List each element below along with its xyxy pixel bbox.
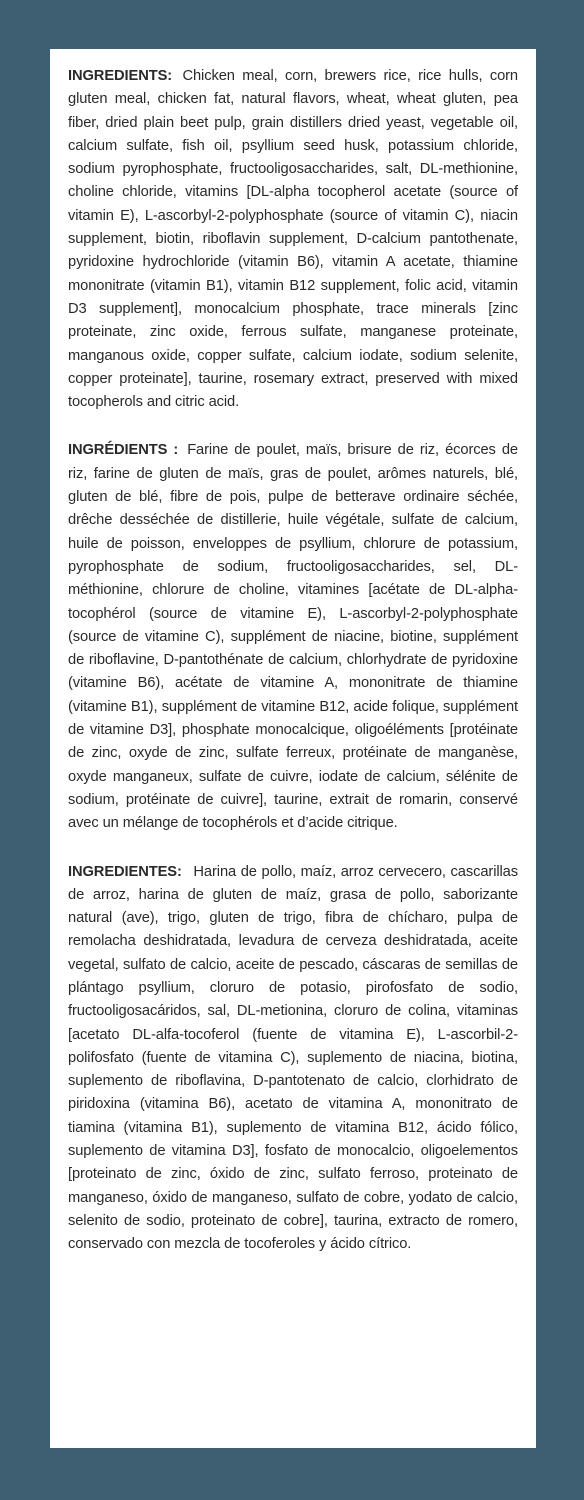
ingredients-heading-english: INGREDIENTS: xyxy=(68,68,173,84)
ingredients-panel xyxy=(50,49,536,1448)
ingredients-heading-spanish: INGREDIENTES: xyxy=(68,863,182,880)
ingredients-english xyxy=(68,65,518,414)
ingredients-text-english: Chicken meal, corn, brewers rice, rice hulls, corn gluten meal, chicken fat, natural flavors, wheat, wheat gluten, pea fiber, dried plain beet pulp, grain distillers dried yeast, vegetable oil, calcium sulfate, fish oil, psyllium seed husk, potassium chloride, sodium pyrophosphate, fructooligosaccharides, salt, DL-methionine, choline chloride, vitamins [DL-alpha tocopherol acetate (source of vitamin E), L-ascorbyl-2-polyphosphate (source of vitamin C), niacin supplement, biotin, riboflavin supplement, D-calcium pantothenate, pyridoxine hydrochloride (vitamin B6), vitamin A acetate, thiamine mononitrate (vitamin B1), vitamin B12 supplement, folic acid, vitamin D3 supplement], monocalcium phosphate, trace minerals [zinc proteinate, zinc oxide, ferrous sulfate, manganese proteinate, manganous oxide, copper sulfate, calcium iodate, sodium selenite, copper proteinate], taurine, rosemary extract, preserved with mixed tocopherols and citric acid. xyxy=(68,68,518,411)
ingredients-spanish xyxy=(68,861,518,1257)
ingredients-text-spanish: Harina de pollo, maíz, arroz cervecero, cascarillas de arroz, harina de gluten de maíz, grasa de pollo, saborizante natural (ave), trigo, gluten de trigo, fibra de chícharo, pulpa de remolacha deshidratada, levadura de cerveza deshidratada, aceite vegetal, sulfato de calcio, aceite de pescado, cáscaras de semillas de plántago psyllium, cloruro de potasio, pirofosfato de sodio, fructooligosacáridos, sal, DL-metionina, cloruro de colina, vitaminas [acetato DL-alfa-tocoferol (fuente de vitamina E), L-ascorbil-2-polifosfato (fuente de vitamina C), suplemento de niacina, biotina, suplemento de riboflavina, D-pantotenato de calcio, clorhidrato de piridoxina (vitamina B6), acetato de vitamina A, mononitrato de tiamina (vitamina B1), suplemento de vitamina B12, ácido fólico, suplemento de vitamina D3], fosfato de monocalcio, oligoelementos [proteinato de zinc, óxido de zinc, sulfato ferroso, proteinato de manganeso, óxido de manganeso, sulfato de cobre, yodato de calcio, selenito de sodio, proteinato de cobre], taurina, extracto de romero, conservado con mezcla de tocoferoles y ácido cítrico. xyxy=(68,863,518,1253)
ingredients-heading-french: INGRÉDIENTS : xyxy=(68,442,179,459)
ingredients-text-french: Farine de poulet, maïs, brisure de riz, écorces de riz, farine de gluten de maïs, gras de poulet, arômes naturels, blé, gluten de blé, fibre de pois, pulpe de betterave ordinaire séchée, drêche desséchée de distillerie, huile végétale, sulfate de calcium, huile de poisson, enveloppes de psyllium, chlorure de potassium, pyrophosphate de sodium, fructooligosaccharides, sel, DL-méthionine, chlorure de choline, vitamines [acétate de DL-alpha-tocophérol (source de vitamine E), L-ascorbyl-2-polyphosphate (source de vitamine C), supplément de niacine, biotine, supplément de riboflavine, D-pantothénate de calcium, chlorhydrate de pyridoxine (vitamine B6), acétate de vitamine A, mononitrate de thiamine (vitamine B1), supplément de vitamine B12, acide folique, supplément de vitamine D3], phosphate monocalcique, oligoéléments [protéinate de zinc, oxyde de zinc, sulfate ferreux, protéinate de manganèse, oxyde manganeux, sulfate de cuivre, iodate de calcium, sélénite de sodium, protéinate de cuivre], taurine, extrait de romarin, conservé avec un mélange de tocophérols et d’acide citrique. xyxy=(68,442,518,832)
ingredients-french xyxy=(68,439,518,835)
